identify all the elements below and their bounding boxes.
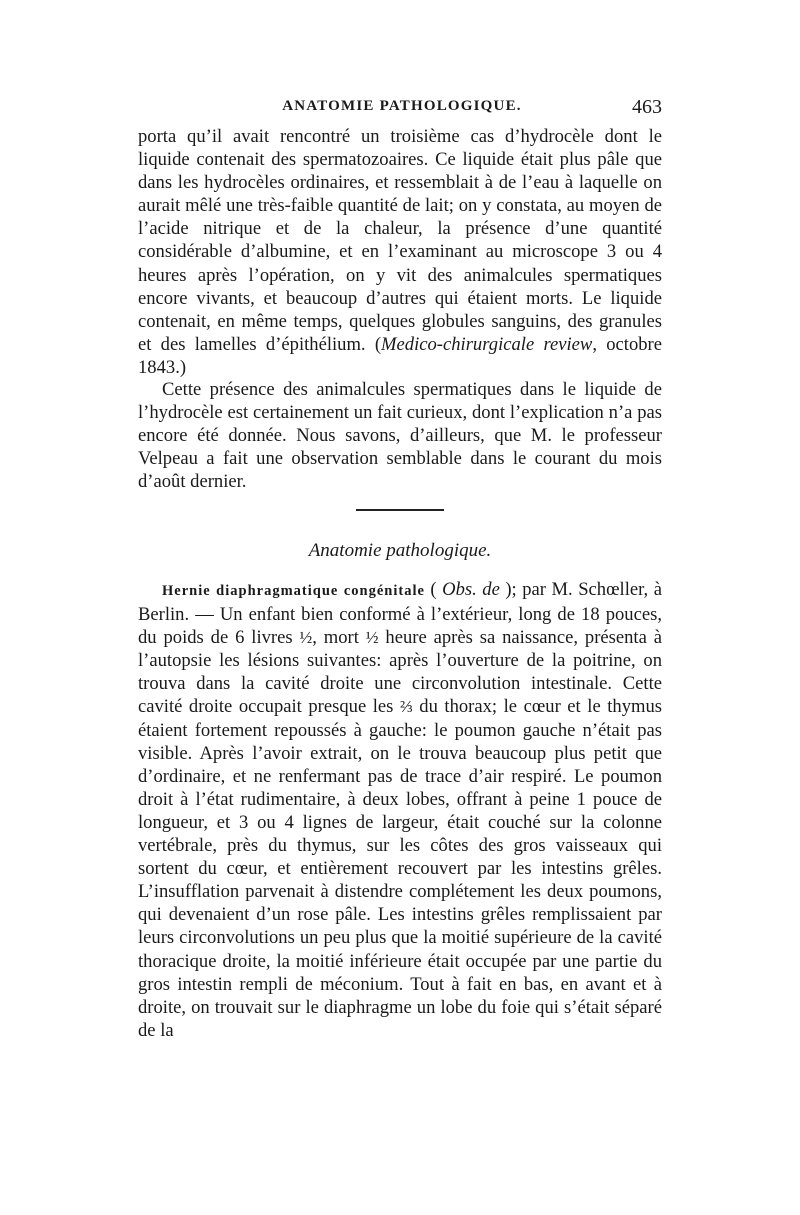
citation-title: Medico-chirurgicale review <box>381 333 593 355</box>
obs-reference: Obs. de <box>442 579 500 600</box>
fraction-half: ½ <box>365 628 379 648</box>
case-text-c: du thorax; le cœur et le thymus étaient fortement repoussés à gauche: le poumon gauche n’était pas visible. Après l’avoir extrait, on le trouva beaucoup plus petit que d’ordinaire, et ne renfermant pas de trace d’air respiré. Le poumon droit à l’état rudimentaire, à deux lobes, offrant à peine 1 pouce de longueur, et 3 ou 4 lignes de largeur, était couché sur la colonne vertébrale, près du thymus, sur les côtes des gros vaisseaux qui sortent du cœur, et entièrement recouvert par les intestins grêles. L’insufflation parvenait à distendre complétement les deux poumons, qui devenaient d’un rose pâle. Les intestins grêles remplissaient par leurs circonvolutions un peu plus que la moitié supérieure de la cavité thoracique droite, la moitié inférieure était occupée par une partie du gros intestin rempli de méconium. Tout à fait en bas, en avant et à droite, on trouvait sur le diaphragme un lobe du foie qui s’était séparé de la <box>138 696 662 1041</box>
citation-date: , octobre 1843.) <box>138 333 662 378</box>
case-text-a: , mort <box>312 627 366 649</box>
running-title: ANATOMIE PATHOLOGIQUE. <box>282 98 522 114</box>
paragraph-text: porta qu’il avait rencontré un troisième cas d’hydrocèle dont le liquide contenait des spermatozoaires. Ce liquide était plus pâle que dans les hydrocèles ordinaires, et ressemblait à de l’eau à laquelle on aurait mêlé une très-faible quantité de lait; on y constata, au moyen de l’acide nitrique et de la chaleur, la présence d’une quantité considérable d’albumine, et en l’examinant au microscope 3 ou 4 heures après l’opération, on y vit des animalcules spermatiques encore vivants, et beaucoup d’autres qui étaient morts. Le liquide contenait, en même temps, quelques globules sanguins, des granules et des lamelles d’épithélium. ( <box>138 126 662 355</box>
section-divider <box>356 509 444 511</box>
case-text-intro: ); par M. Schœller, à Berlin. — Un enfant bien conformé à l’extérieur, long de 18 pouces, du poids de 6 livres <box>138 579 662 649</box>
paragraph-case-report <box>138 578 662 1042</box>
page-number: 463 <box>632 96 662 118</box>
paragraph-continuation <box>138 125 662 379</box>
fraction-half: ½ <box>299 628 313 648</box>
section-title: Anatomie pathologique. <box>308 540 492 561</box>
case-text-b: heure après sa naissance, présenta à l’autopsie les lésions suivantes: après l’ouverture de la poitrine, on trouva dans la cavité droite une circonvolution intestinale. Cette cavité droite occupait presque les <box>138 627 662 718</box>
paragraph-commentary: Cette présence des animalcules spermatiques dans le liquide de l’hydrocèle est certainement un fait curieux, dont l’explication n’a pas encore été donnée. Nous savons, d’ailleurs, que M. le professeur Velpeau a fait une observation semblable dans le courant du mois d’août dernier. <box>138 379 662 493</box>
case-heading: Hernie diaphragmatique congénitale <box>162 583 425 599</box>
running-head <box>142 96 662 126</box>
fraction-two-thirds: ⅔ <box>399 697 413 717</box>
obs-open: ( <box>424 579 443 600</box>
